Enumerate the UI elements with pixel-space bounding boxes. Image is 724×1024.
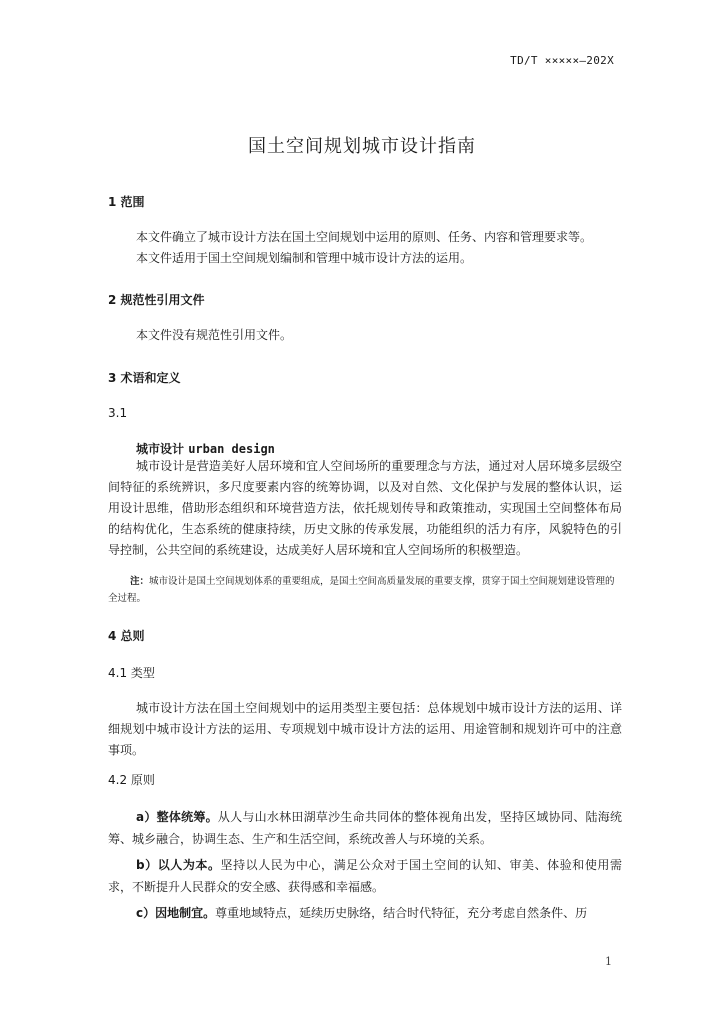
- section-1-heading: 1 范围: [108, 195, 145, 209]
- page-title: 国土空间规划城市设计指南: [248, 136, 476, 157]
- term-note: [108, 573, 622, 607]
- principle-a-lead: a）整体统筹。: [136, 810, 218, 824]
- section-4-1-heading: 4.1 类型: [108, 666, 155, 680]
- term-definition: 城市设计是营造美好人居环境和宜人空间场所的重要理念与方法，通过对人居环境多层级空间特征的系统辨识，多尺度要素内容的统筹协调，以及对自然、文化保护与发展的整体认识，运用设计思维，借助形态组织和环境营造方法，依托规划传导和政策推动，实现国土空间整体布局的结构优化，生态系统的健康持续，历史文脉的传承发展，功能组织的活力有序，风貌特色的引导控制，公共空间的系统建设，达成美好人居环境和宜人空间场所的积极塑造。: [108, 459, 622, 557]
- note-text: 城市设计是国土空间规划体系的重要组成，是国土空间高质量发展的重要支撑，贯穿于国土空间规划建设管理的全过程。: [108, 576, 615, 604]
- section-4-1-paragraph: 城市设计方法在国土空间规划中的运用类型主要包括：总体规划中城市设计方法的运用、详细规划中城市设计方法的运用、专项规划中城市设计方法的运用、用途管制和规划许可中的注意事项。: [108, 701, 622, 757]
- page-number: 1: [605, 955, 612, 968]
- section-3-heading: 3 术语和定义: [108, 371, 181, 385]
- section-2-heading: 2 规范性引用文件: [108, 293, 205, 307]
- section-4-2-heading: 4.2 原则: [108, 773, 155, 787]
- principle-c-lead: c）因地制宜。: [136, 906, 216, 920]
- principle-c-text: 尊重地域特点，延续历史脉络，结合时代特征，充分考虑自然条件、历: [215, 906, 588, 920]
- note-label: 注：: [130, 576, 150, 587]
- section-4-heading: 4 总则: [108, 629, 145, 643]
- principle-item-b: [108, 854, 622, 898]
- principle-a-text: 从人与山水林田湖草沙生命共同体的整体视角出发，坚持区域协同、陆海统筹、城乡融合，协调生态、生产和生活空间，系统改善人与环境的关系。: [108, 810, 622, 846]
- section-3-1-number: 3.1: [108, 406, 128, 420]
- principle-item-c: [108, 902, 622, 924]
- principle-b-lead: b）以人为本。: [136, 858, 221, 872]
- section-1-paragraph-1: 本文件确立了城市设计方法在国土空间规划中运用的原则、任务、内容和管理要求等。: [136, 230, 593, 244]
- term-chinese: 城市设计: [136, 442, 185, 456]
- document-code: TD/T ×××××—202X: [510, 54, 614, 67]
- term-english: urban design: [188, 442, 275, 456]
- principle-item-a: [108, 806, 622, 850]
- section-1-paragraph-2: 本文件适用于国土空间规划编制和管理中城市设计方法的运用。: [136, 251, 473, 265]
- principle-b-text: 坚持以人民为中心，满足公众对于国土空间的认知、审美、体验和使用需求，不断提升人民群众的安全感、获得感和幸福感。: [108, 858, 622, 894]
- term-entry: [136, 440, 275, 457]
- section-2-paragraph-1: 本文件没有规范性引用文件。: [136, 328, 293, 342]
